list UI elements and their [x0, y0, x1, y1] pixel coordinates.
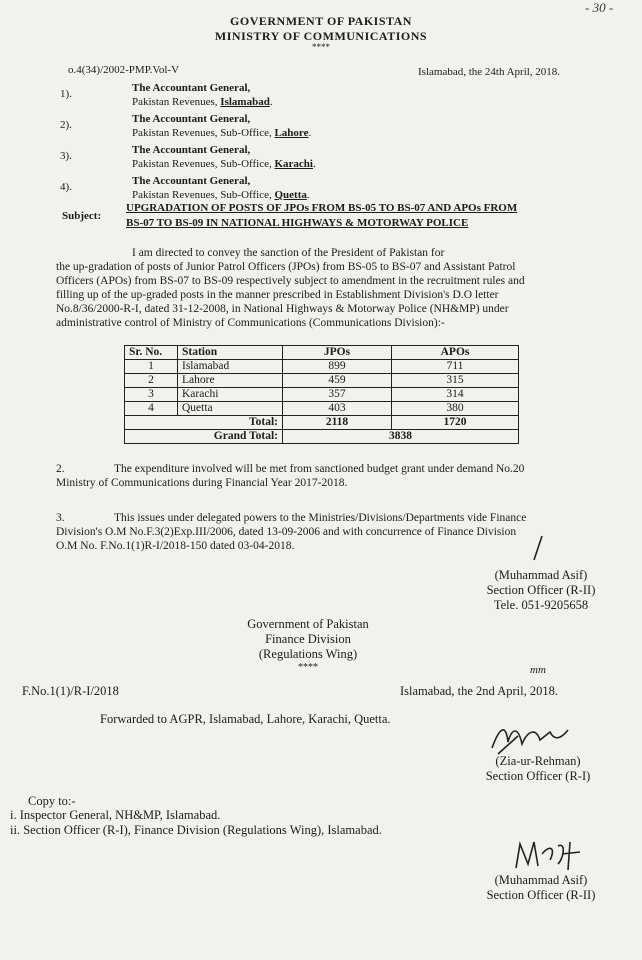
signatory-name: (Muhammad Asif) [494, 873, 588, 887]
addressee-number: 3). [60, 150, 72, 162]
para3-line-1: This issues under delegated powers to the Ministries/Divisions/Departments vide Finance [114, 512, 527, 524]
finance-header-govt: Government of Pakistan [247, 617, 369, 631]
cell-sr: 3 [125, 388, 178, 402]
para3-number: 3. [56, 512, 65, 524]
addressee-city: Karachi [274, 158, 313, 170]
addressee-office: Pakistan Revenues, [132, 96, 221, 108]
cell-station: Lahore [178, 374, 283, 388]
forwarded-to: Forwarded to AGPR, Islamabad, Lahore, Karachi, Quetta. [100, 712, 391, 726]
para1-line: administrative control of Ministry of Communications (Communications Division):- [56, 317, 445, 329]
addressee-city: Islamabad [220, 96, 270, 108]
finance-header-division: Finance Division [265, 632, 351, 646]
para1-line: No.8/36/2000-R-I, dated 31-12-2008, in National Highways & Motorway Police (NH&MP) under [56, 303, 509, 315]
para3-line-2: Division's O.M No.F.3(2)Exp.III/2006, dated 13-09-2006 and with concurrence of Finance Division [56, 526, 517, 538]
signatory-designation: Section Officer (R-I) [485, 769, 591, 783]
signature-mark-3 [510, 836, 590, 876]
copy-to-label: Copy to:- [28, 794, 76, 808]
cell-jpos: 459 [283, 374, 392, 388]
list-item: ii. Section Officer (R-I), Finance Division (Regulations Wing), Islamabad. [10, 823, 382, 837]
cell-sr: 4 [125, 402, 178, 416]
signature-block-ministry [476, 568, 606, 613]
signature-mark-1 [528, 534, 548, 564]
signatory-designation: Section Officer (R-II) [486, 888, 596, 902]
signature-block-finance [468, 754, 608, 784]
table-row [125, 360, 519, 374]
cell-jpos: 403 [283, 402, 392, 416]
cell-station: Quetta [178, 402, 283, 416]
finance-header-stars: **** [298, 662, 318, 673]
addressee-item [60, 144, 400, 175]
para2-line-2: Ministry of Communications during Financial Year 2017-2018. [56, 477, 348, 489]
addressee-list [60, 82, 400, 206]
addressee-title: The Accountant General, [132, 113, 251, 125]
para1-line: I am directed to convey the sanction of the President of Pakistan for [132, 247, 445, 259]
para2-number: 2. [56, 463, 65, 475]
cell-jpos: 357 [283, 388, 392, 402]
addressee-item [60, 82, 400, 113]
table-row [125, 388, 519, 402]
date-annotation: mm [530, 664, 546, 676]
finance-header-wing: (Regulations Wing) [258, 647, 358, 661]
subject-label: Subject: [62, 210, 102, 222]
addressee-suffix: . [306, 189, 310, 201]
cell-apos: 314 [392, 388, 519, 402]
table-row-total [125, 416, 519, 430]
letter-date: Islamabad, the 24th April, 2018. [418, 66, 561, 78]
addressee-title: The Accountant General, [132, 175, 251, 187]
signature-block-final [476, 873, 606, 903]
grand-total-value: 3838 [283, 430, 519, 444]
cell-apos: 380 [392, 402, 519, 416]
para1-line: Officers (APOs) from BS-07 to BS-09 respectively subject to amendment in the recruitment rules and [56, 275, 525, 287]
total-jpos: 2118 [283, 416, 392, 430]
addressee-office: Pakistan Revenues, Sub-Office, [132, 127, 275, 139]
addressee-city: Lahore [274, 127, 309, 139]
col-header-apos: APOs [392, 346, 519, 360]
cell-station: Islamabad [178, 360, 283, 374]
col-header-jpos: JPOs [283, 346, 392, 360]
signatory-designation: Section Officer (R-II) [486, 583, 596, 597]
cell-apos: 315 [392, 374, 519, 388]
cell-apos: 711 [392, 360, 519, 374]
cell-station: Karachi [178, 388, 283, 402]
addressee-suffix: . [312, 158, 316, 170]
finance-file-number: F.No.1(1)/R-I/2018 [22, 684, 119, 698]
table-row-grand-total [125, 430, 519, 444]
para2-line-1: The expenditure involved will be met from sanctioned budget grant under demand No.20 [114, 463, 525, 475]
addressee-number: 2). [60, 119, 72, 131]
finance-date: Islamabad, the 2nd April, 2018. [400, 684, 558, 698]
addressee-title: The Accountant General, [132, 82, 251, 94]
addressee-number: 4). [60, 181, 72, 193]
subject-line-1: UPGRADATION OF POSTS OF JPOs FROM BS-05 TO BS-07 AND APOs FROM [126, 202, 518, 214]
handwritten-page-number: - 30 - [585, 0, 614, 15]
paragraph-expenditure [56, 462, 616, 490]
signatory-name: (Muhammad Asif) [494, 568, 588, 582]
para3-line-3: O.M No. F.No.1(1)R-I/2018-150 dated 03-04-2018. [56, 540, 295, 552]
copy-to-list [10, 808, 570, 838]
posts-table [124, 345, 519, 444]
addressee-city: Quetta [274, 189, 307, 201]
col-header-sr: Sr. No. [125, 346, 178, 360]
col-header-station: Station [178, 346, 283, 360]
total-label: Total: [125, 416, 283, 430]
cell-sr: 2 [125, 374, 178, 388]
subject-line-2: BS-07 TO BS-09 IN NATIONAL HIGHWAYS & MOTORWAY POLICE [126, 217, 469, 229]
grand-total-label: Grand Total: [125, 430, 283, 444]
addressee-title: The Accountant General, [132, 144, 251, 156]
finance-division-header [188, 617, 428, 673]
letterhead-stars: **** [312, 42, 330, 52]
addressee-suffix: . [308, 127, 312, 139]
para1-line: the up-gradation of posts of Junior Patrol Officers (JPOs) from BS-05 to BS-07 and Assistant Patrol [56, 261, 516, 273]
addressee-suffix: . [269, 96, 273, 108]
signatory-name: (Zia-ur-Rehman) [495, 754, 581, 768]
table-row [125, 374, 519, 388]
total-apos: 1720 [392, 416, 519, 430]
addressee-item [60, 113, 400, 144]
cell-sr: 1 [125, 360, 178, 374]
list-item: i. Inspector General, NH&MP, Islamabad. [10, 808, 221, 822]
para1-line: filling up of the up-graded posts in the manner prescribed in Establishment Division's D.O letter [56, 289, 499, 301]
reference-number: o.4(34)/2002-PMP.Vol-V [68, 64, 180, 76]
letterhead-government: GOVERNMENT OF PAKISTAN [230, 14, 412, 28]
signatory-telephone: Tele. 051-9205658 [493, 598, 589, 612]
letterhead-ministry: MINISTRY OF COMMUNICATIONS [214, 29, 428, 43]
table-row [125, 402, 519, 416]
cell-jpos: 899 [283, 360, 392, 374]
addressee-office: Pakistan Revenues, Sub-Office, [132, 158, 275, 170]
addressee-number: 1). [60, 88, 72, 100]
paragraph-sanction [56, 246, 616, 330]
addressee-office: Pakistan Revenues, Sub-Office, [132, 189, 275, 201]
